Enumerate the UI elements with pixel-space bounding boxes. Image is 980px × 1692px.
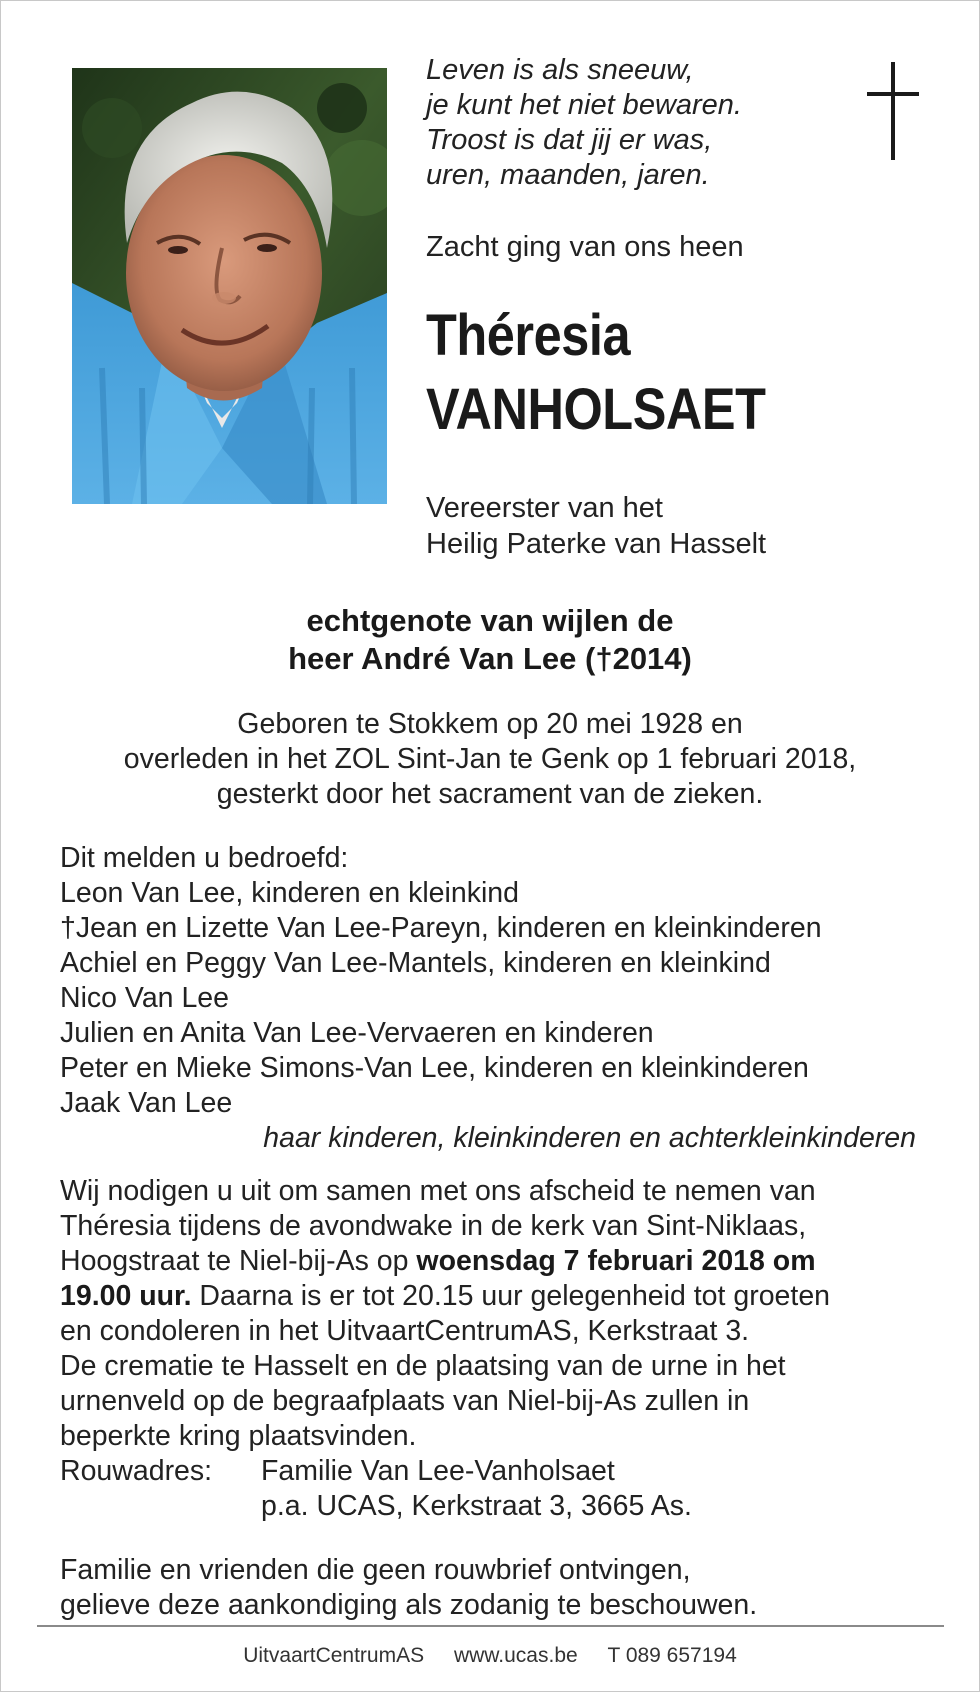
closing-note xyxy=(60,1553,940,1623)
birth-death-line: Geboren te Stokkem op 20 mei 1928 en xyxy=(237,708,743,740)
intro-text: Zacht ging van ons heen xyxy=(426,231,744,263)
poem-line: je kunt het niet bewaren. xyxy=(426,89,742,121)
mourning-address-line: Familie Van Lee-Vanholsaet xyxy=(261,1455,615,1487)
family-member: Leon Van Lee, kinderen en kleinkind xyxy=(60,877,519,909)
wake-date: woensdag 7 februari 2018 om xyxy=(416,1245,816,1277)
mourning-address xyxy=(60,1454,940,1489)
announcement-intro: Dit melden u bedroefd: xyxy=(60,842,349,874)
footer-divider xyxy=(37,1625,944,1627)
family-member: Achiel en Peggy Van Lee-Mantels, kinderen en kleinkind xyxy=(60,947,771,979)
invitation-line: Wij nodigen u uit om samen met ons afscheid te nemen van xyxy=(60,1175,816,1207)
family-member: Jaak Van Lee xyxy=(60,1087,233,1119)
family-member: Nico Van Lee xyxy=(60,982,229,1014)
invitation-line: beperkte kring plaatsvinden. xyxy=(60,1420,417,1452)
spouse-line: echtgenote van wijlen de xyxy=(306,603,674,638)
birth-death-line: overleden in het ZOL Sint-Jan te Genk op 1 februari 2018, xyxy=(123,743,857,775)
closing-note-line: gelieve deze aankondiging als zodanig te beschouwen. xyxy=(60,1589,758,1621)
spouse-text xyxy=(1,602,979,678)
invitation-line: Théresia tijdens de avondwake in de kerk van Sint-Niklaas, xyxy=(60,1210,807,1242)
devotee-text xyxy=(426,490,766,562)
footer-company: UitvaartCentrumAS xyxy=(243,1644,425,1667)
deceased-name xyxy=(426,299,791,447)
latin-cross-icon xyxy=(863,62,923,160)
footer xyxy=(1,1644,979,1668)
invitation-line xyxy=(60,1244,940,1279)
announcement-closing: haar kinderen, kleinkinderen en achterkleinkinderen xyxy=(263,1122,916,1154)
family-member: Julien en Anita Van Lee-Vervaeren en kinderen xyxy=(60,1017,654,1049)
mourning-address-line: p.a. UCAS, Kerkstraat 3, 3665 As. xyxy=(261,1490,692,1522)
invitation-text: Daarna is er tot 20.15 uur gelegenheid tot groeten xyxy=(191,1280,831,1312)
closing-note-line: Familie en vrienden die geen rouwbrief ontvingen, xyxy=(60,1554,691,1586)
family-member: Peter en Mieke Simons-Van Lee, kinderen en kleinkinderen xyxy=(60,1052,809,1084)
portrait-photo xyxy=(72,68,387,504)
invitation-line: en condoleren in het UitvaartCentrumAS, Kerkstraat 3. xyxy=(60,1315,750,1347)
poem xyxy=(426,53,806,193)
footer-phone: T 089 657194 xyxy=(607,1644,737,1667)
last-name: VANHOLSAET xyxy=(426,377,766,442)
first-name: Théresia xyxy=(426,303,631,368)
poem-line: Troost is dat jij er was, xyxy=(426,124,713,156)
wake-time: 19.00 uur. xyxy=(60,1280,192,1312)
family-member: †Jean en Lizette Van Lee-Pareyn, kinderen en kleinkinderen xyxy=(60,912,822,944)
devotee-line: Vereerster van het xyxy=(426,492,663,524)
invitation-line: urnenveld op de begraafplaats van Niel-bij-As zullen in xyxy=(60,1385,750,1417)
announcement xyxy=(60,841,940,1156)
poem-line: uren, maanden, jaren. xyxy=(426,159,710,191)
invitation xyxy=(60,1174,940,1524)
invitation-line: De crematie te Hasselt en de plaatsing van de urne in het xyxy=(60,1350,786,1382)
mourning-address-label: Rouwadres: xyxy=(60,1455,213,1487)
birth-death-text xyxy=(1,707,979,812)
invitation-text: Hoogstraat te Niel-bij-As op xyxy=(60,1245,417,1277)
invitation-line xyxy=(60,1279,940,1314)
footer-website-link[interactable]: www.ucas.be xyxy=(453,1644,578,1667)
birth-death-line: gesterkt door het sacrament van de zieken. xyxy=(216,778,764,810)
spouse-line: heer André Van Lee (†2014) xyxy=(288,641,692,676)
devotee-line: Heilig Paterke van Hasselt xyxy=(426,528,767,560)
poem-line: Leven is als sneeuw, xyxy=(426,54,694,86)
